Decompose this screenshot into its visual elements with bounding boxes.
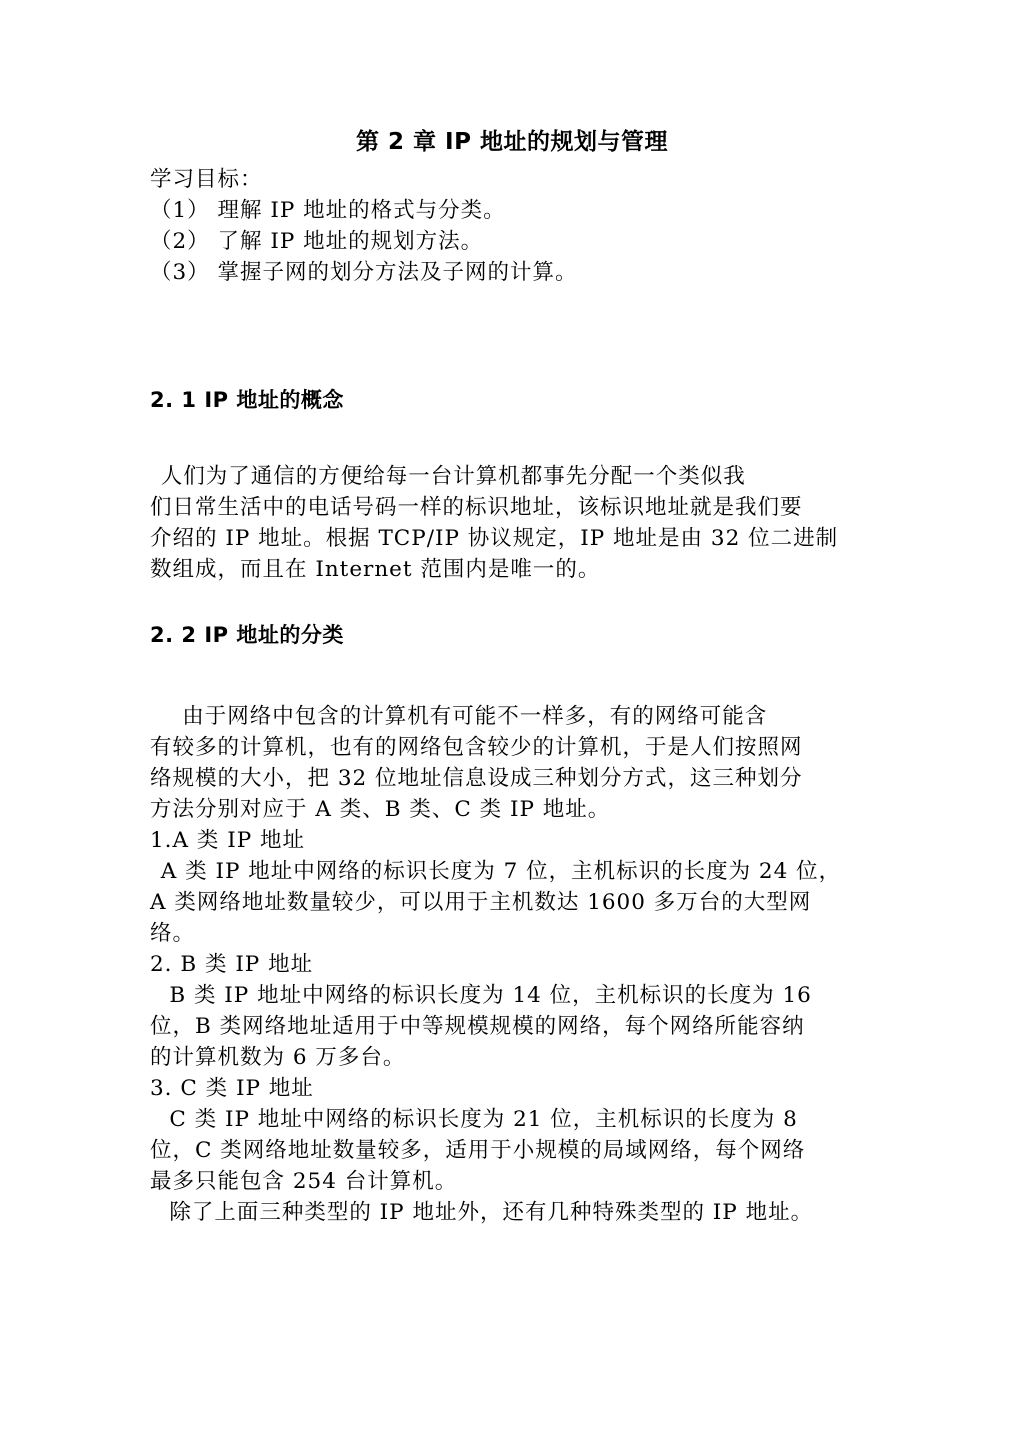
objective-item: （2） 了解 IP 地址的规划方法。: [150, 229, 484, 254]
paragraph-line: 由于网络中包含的计算机有可能不一样多，有的网络可能含: [182, 704, 768, 729]
paragraph-line: 位，C 类网络地址数量较多，适用于小规模的局域网络，每个网络: [150, 1138, 806, 1163]
paragraph-line: 有较多的计算机，也有的网络包含较少的计算机，于是人们按照网: [150, 735, 803, 760]
learning-objectives: [150, 164, 900, 288]
paragraph-line: 的计算机数为 6 万多台。: [150, 1045, 406, 1070]
chapter-title: 第 2 章 IP 地址的规划与管理: [356, 129, 668, 155]
paragraph-line: B 类 IP 地址中网络的标识长度为 14 位，主机标识的长度为 16: [169, 983, 812, 1008]
class-b-heading: 2. B 类 IP 地址: [150, 952, 314, 977]
objective-item: （1） 理解 IP 地址的格式与分类。: [150, 198, 506, 223]
paragraph-line: A 类 IP 地址中网络的标识长度为 7 位，主机标识的长度为 24 位，: [160, 859, 842, 884]
paragraph-line: 最多只能包含 254 台计算机。: [150, 1169, 458, 1194]
class-a-heading: 1.A 类 IP 地址: [150, 828, 306, 853]
paragraph-line: C 类 IP 地址中网络的标识长度为 21 位，主机标识的长度为 8: [169, 1107, 798, 1132]
paragraph-line: 方法分别对应于 A 类、B 类、C 类 IP 地址。: [150, 797, 611, 822]
paragraph-line: 数组成，而且在 Internet 范围内是唯一的。: [150, 557, 601, 582]
paragraph-line: A 类网络地址数量较少，可以用于主机数达 1600 多万台的大型网: [150, 890, 812, 915]
objective-item: （3） 掌握子网的划分方法及子网的计算。: [150, 260, 578, 285]
section-2-2-body: [150, 701, 900, 1228]
class-c-heading: 3. C 类 IP 地址: [150, 1076, 314, 1101]
paragraph-line: 人们为了通信的方便给每一台计算机都事先分配一个类似我: [160, 464, 746, 489]
paragraph-line: 络规模的大小，把 32 位地址信息设成三种划分方式，这三种划分: [150, 766, 803, 791]
paragraph-line: 位，B 类网络地址适用于中等规模规模的网络，每个网络所能容纳: [150, 1014, 805, 1039]
paragraph-line: 介绍的 IP 地址。根据 TCP/IP 协议规定，IP 地址是由 32 位二进制: [150, 526, 839, 551]
paragraph-line: 络。: [150, 921, 196, 946]
objectives-heading: 学习目标：: [150, 167, 263, 192]
paragraph-line: 除了上面三种类型的 IP 地址外，还有几种特殊类型的 IP 地址。: [169, 1200, 814, 1225]
section-2-1-heading: 2. 1 IP 地址的概念: [150, 388, 344, 412]
paragraph-line: 们日常生活中的电话号码一样的标识地址，该标识地址就是我们要: [150, 495, 803, 520]
section-2-2-heading: 2. 2 IP 地址的分类: [150, 623, 344, 647]
section-2-1-paragraph: [150, 461, 900, 585]
